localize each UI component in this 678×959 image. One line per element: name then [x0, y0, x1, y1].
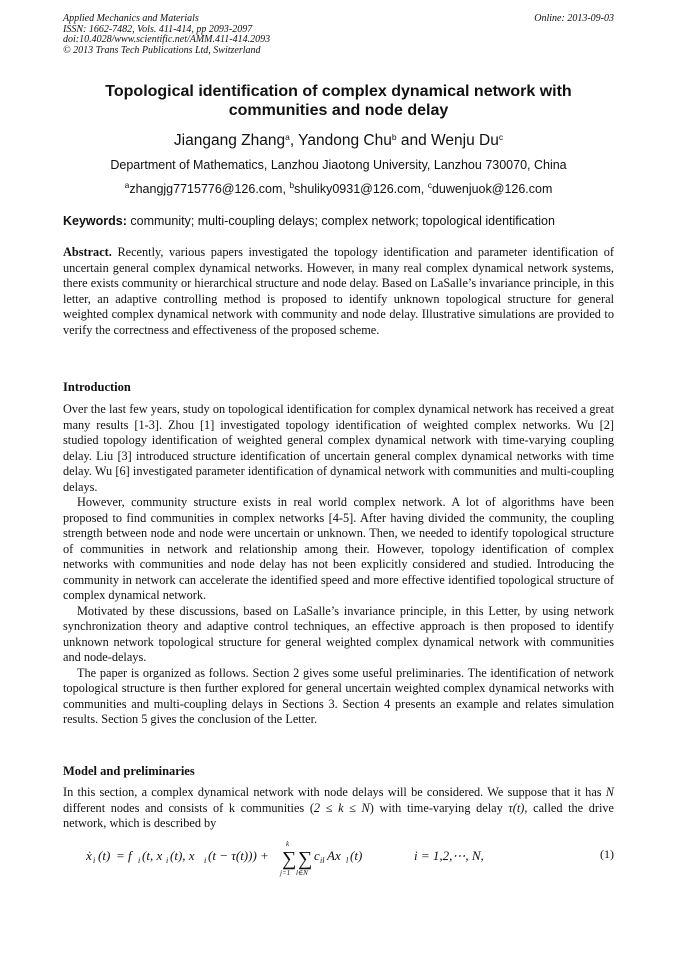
equation-formula: [86, 838, 506, 878]
journal-name: Applied Mechanics and Materials: [63, 13, 199, 24]
eq-lhs: ẋ: [86, 848, 92, 863]
equation-number: (1): [600, 847, 614, 861]
author-separator: and: [396, 132, 432, 149]
abstract-text: Recently, various papers investigated the topology identification and parameter identification of uncertain general complex dynamical networks. However, in many real complex dynamical network systems, there exists community or hierarchical structure and node delay. Based on LaSalle’s invariance principle, in this letter, an adaptive controlling method is proposed to identify unknown topological structure for general weighted complex dynamical network with community and node delay. Illustrative simulations are provided to verify the correctness and effectiveness of the proposed scheme.: [63, 245, 614, 337]
email-address[interactable]: duwenjuok@126.com: [431, 182, 553, 196]
paragraph: However, community structure exists in real world complex network. A lot of algorithms have been proposed to find communities in complex networks [4-5]. After having divided the community, the coupling strength between node and node were uncertain or unknown. Then, we needed to identify topological structure of communities in network and relationship among their. However, topology identification of complex networks with communities and node delay has not been explicitly considered and studied. Introducing the community in network can accelerate the identified speed and more effective identified topological structure of complex dynamical network.: [63, 495, 614, 602]
model-text: In this section, a complex dynamical network with node delays will be considered. We suppose that it has: [63, 785, 602, 799]
paragraph: The paper is organized as follows. Section 2 gives some useful preliminaries. The identification of network topological structure is then further explored for general uncertain weighted complex dynamical networks with communities and multi-coupling delays in Sections 3. Section 4 presents an example and relates simulation results. Section 5 gives the conclusion of the Letter.: [63, 665, 614, 726]
journal-header: [63, 14, 270, 56]
email-mark: b: [289, 180, 295, 190]
model-text: , called the drive network, which is described by: [63, 800, 615, 831]
equation-1: [86, 838, 614, 878]
doi-line[interactable]: doi:10.4028/www.scientific.net/AMM.411-414.2093: [63, 34, 271, 46]
model-text: ) with time-varying delay: [369, 800, 503, 815]
eq-args: (t), x: [170, 848, 195, 863]
author-separator: ,: [289, 132, 299, 149]
eq-subscript: il: [320, 856, 325, 865]
sum-symbol: ∑: [282, 848, 297, 870]
author-mark: b: [391, 132, 397, 142]
affiliation: Department of Mathematics, Lanzhou Jiaotong University, Lanzhou 730070, China: [110, 158, 567, 172]
copyright-line: © 2013 Trans Tech Publications Ltd, Switzerland: [63, 44, 261, 56]
abstract-label: Abstract.: [63, 245, 112, 259]
keywords-text: community; multi-coupling delays; complex network; topological identification: [130, 214, 555, 228]
model-heading: Model and preliminaries: [63, 764, 195, 778]
keywords: [63, 214, 614, 229]
author-name: Wenju Du: [431, 132, 499, 149]
eq-subscript: i: [93, 856, 96, 865]
author-mark: c: [498, 132, 504, 142]
eq-range: i = 1,2,⋯, N,: [414, 848, 484, 863]
online-date: Online: 2013-09-03: [534, 13, 614, 24]
author-name: Yandong Chu: [298, 132, 392, 149]
email-address[interactable]: shuliky0931@126.com: [294, 182, 421, 196]
keywords-label: Keywords:: [63, 214, 127, 228]
model-text: different nodes and consists of k communities (: [63, 800, 314, 815]
author-list: [63, 128, 614, 150]
issn-line: ISSN: 1662-7482, Vols. 411-414, pp 2093-2097: [63, 23, 253, 35]
eq-args: (t − τ(t))) +: [208, 848, 269, 863]
sum-symbol: ∑: [298, 848, 313, 870]
math-expression: τ(t): [508, 800, 525, 815]
introduction-body: [63, 402, 614, 728]
eq-args: (t, x: [142, 848, 163, 863]
eq-f: = f: [116, 848, 132, 863]
eq-coupling: c: [314, 848, 320, 863]
email-address[interactable]: zhangjg7715776@126.com: [129, 182, 283, 196]
email-mark: c: [427, 180, 432, 190]
eq-term: (t): [350, 848, 363, 863]
eq-term: Ax: [327, 848, 341, 863]
math-variable: N: [605, 785, 614, 799]
sum-lower: l∈N: [296, 869, 308, 877]
email-list: $^a$zhangjg7715776@126.com, $^b$shuliky0931@126.com, $^c$duwenjuok@126.com: [124, 180, 553, 196]
math-expression: 2 ≤ k ≤ N: [313, 800, 370, 815]
sum-upper: k: [286, 840, 290, 848]
eq-subscript: i: [204, 856, 207, 865]
author-name: Jiangang Zhang: [173, 132, 286, 149]
eq-lhs-args: (t): [98, 848, 111, 863]
eq-subscript: i: [166, 856, 169, 865]
sum-lower: j=1: [280, 869, 291, 877]
email-mark: a: [124, 180, 130, 190]
abstract: [63, 245, 614, 339]
paper-title: Topological identification of complex dynamical network with communities and node delay: [105, 83, 572, 119]
author-mark: a: [285, 132, 290, 142]
eq-subscript: l: [346, 856, 349, 865]
model-body: [63, 785, 614, 832]
introduction-heading: Introduction: [63, 380, 131, 394]
paragraph: Motivated by these discussions, based on LaSalle’s invariance principle, in this Letter, by using network synchronization theory and adaptive control techniques, an effective approach is then proposed to identify unknown network topological structure for general weighted complex dynamical network with communities and node-delays.: [63, 603, 614, 664]
eq-subscript: i: [138, 856, 141, 865]
paragraph: Over the last few years, study on topological identification for complex dynamical network has received a great many results [1-3]. Zhou [1] investigated topology identification of weighted complex networks. Wu [2] studied topology identification of weighted general complex dynamical network with time-varying coupling delay. Liu [3] introduced structure identification of uncertain general complex dynamical networks with time delay. Wu [6] investigated parameter identification of dynamical network with communities and multi-coupling delays.: [63, 402, 614, 494]
